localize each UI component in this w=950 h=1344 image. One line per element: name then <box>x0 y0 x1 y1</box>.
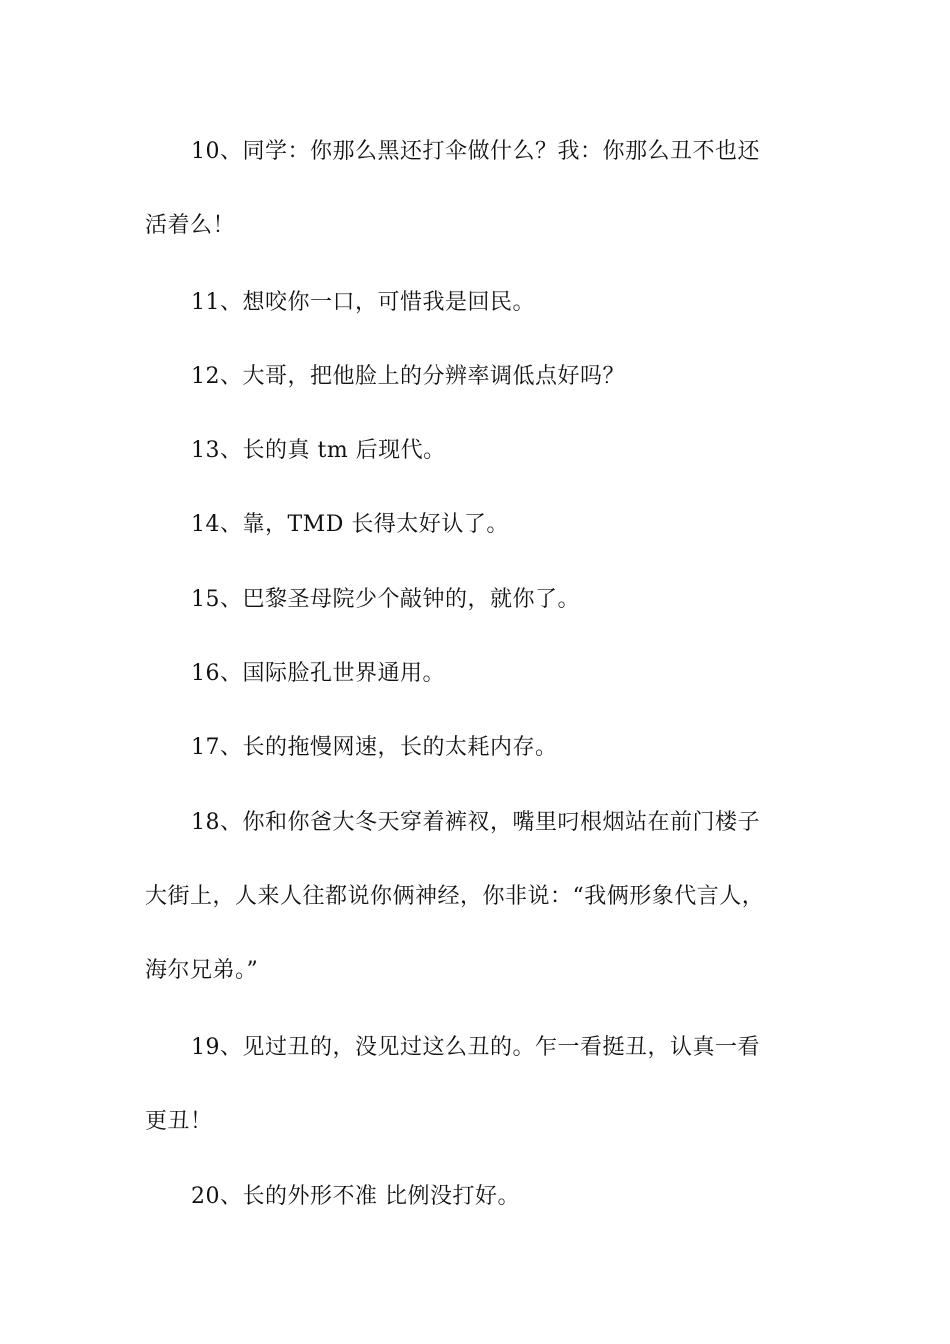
list-item <box>145 414 825 488</box>
text-line: 14、靠，TMD 长得太好认了。 <box>191 512 509 537</box>
text-line: 海尔兄弟。” <box>145 958 259 983</box>
list-item <box>145 711 825 785</box>
list-item <box>145 115 825 263</box>
text-line: 11、想咬你一口，可惜我是回民。 <box>191 290 535 315</box>
text-line: 15、巴黎圣母院少个敲钟的，就你了。 <box>191 587 580 612</box>
text-line: 18、你和你爸大冬天穿着裤衩，嘴里叼根烟站在前门楼子 <box>191 810 760 835</box>
list-item <box>145 266 825 340</box>
text-line: 大街上，人来人往都说你俩神经，你非说：“我俩形象代言人， <box>145 884 765 909</box>
list-item <box>145 563 825 637</box>
text-line: 10、同学：你那么黑还打伞做什么？我：你那么丑不也还 <box>191 139 760 164</box>
text-line: 20、长的外形不准 比例没打好。 <box>191 1184 520 1209</box>
text-line: 活着么！ <box>145 213 236 238</box>
text-line: 17、长的拖慢网速，长的太耗内存。 <box>191 735 558 760</box>
list-item <box>145 1160 825 1234</box>
list-item <box>145 488 825 562</box>
text-line: 12、大哥，把他脸上的分辨率调低点好吗？ <box>191 364 625 389</box>
text-line: 13、长的真 tm 后现代。 <box>191 438 446 463</box>
list-item <box>145 340 825 414</box>
text-line: 更丑！ <box>145 1109 213 1134</box>
text-line: 16、国际脸孔世界通用。 <box>191 661 445 686</box>
text-line: 19、见过丑的，没见过这么丑的。乍一看挺丑，认真一看 <box>191 1035 760 1060</box>
list-item <box>145 637 825 711</box>
list-item <box>145 1011 825 1159</box>
list-item <box>145 786 825 1008</box>
